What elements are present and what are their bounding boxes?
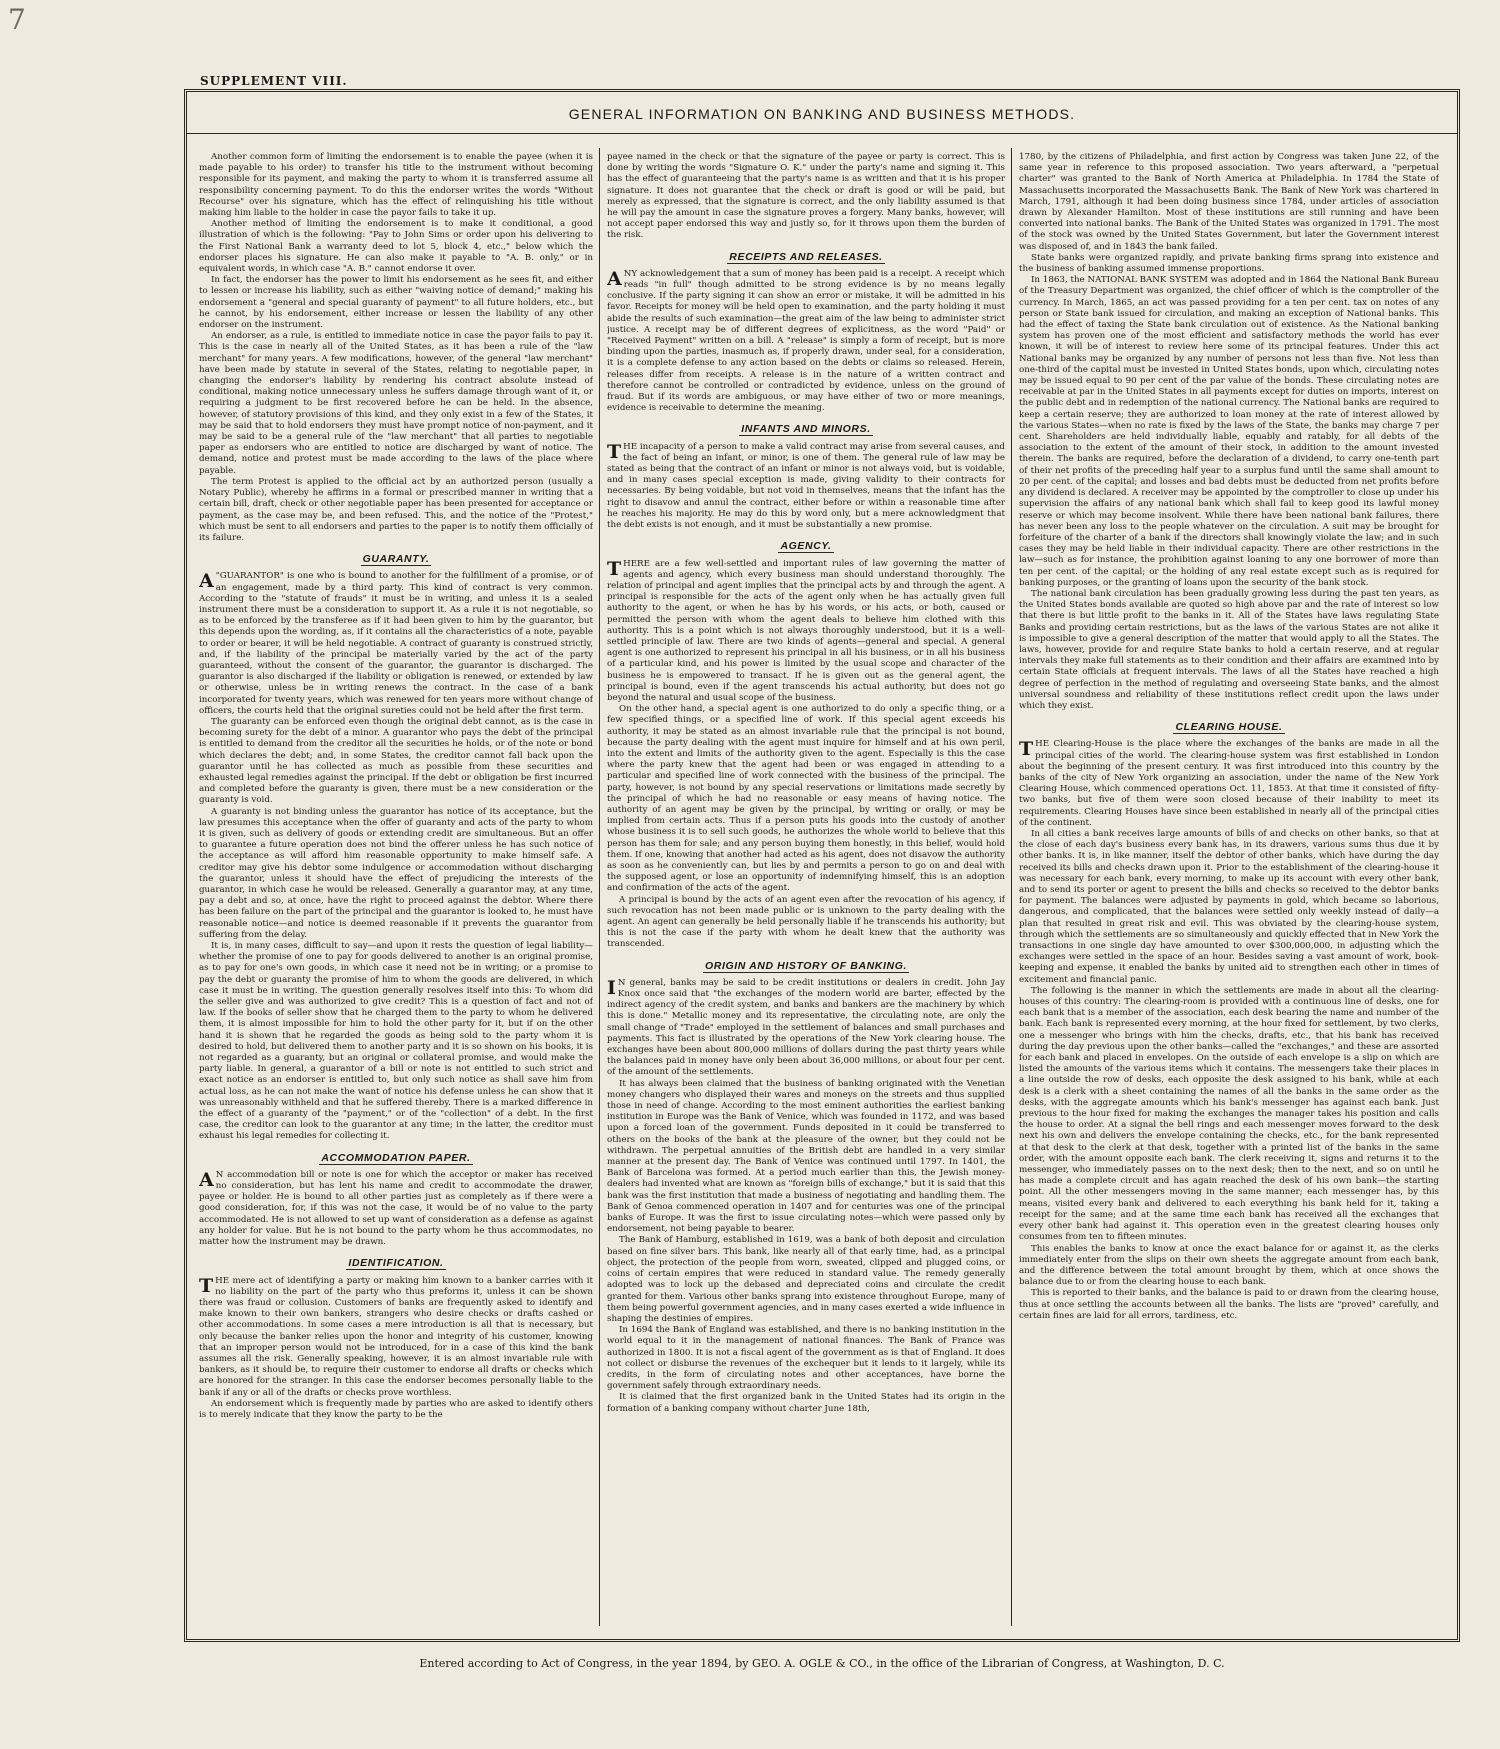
paragraph: In 1863, the NATIONAL BANK SYSTEM was adopted and in 1864 the National Bank Bureau of the Treasury Department was organized, the chief officer of which is the comptroller of the currency. In March, 1865, an act was passed providing for a ten per cent. tax on notes of any person or State bank issued for circulation, and making an exception of National banks. This had the effect of taxing the State bank circulation out of existence. As the National banking system has proven one of the most efficient and satisfactory methods the world has ever known, it will be of interest to review here some of its principal features. Under this act National banks may be organized by any number of persons not less than five. Not less than one-third of the capital must be invested in United States bonds, upon which, circulating notes may be issued equal to 90 per cent of the par value of the bonds. These circulating notes are receivable at par in the United States in all payments except for duties on imports, interest on the public debt and in redemption of the national currency. The National banks are required to keep a certain reserve; they are authorized to loan money at the rate of interest allowed by the various States—when no rate is fixed by the laws of the State, the banks may charge 7 per cent. Shareholders are held individually liable, equably and ratably, for all debts of the association to the extent of the amount of their stock, in addition to the amount invested therein. The banks are required, before the declaration of a dividend, to carry one-tenth part of their net profits of the preceding half year to a surplus fund until the same shall amount to 20 per cent. of the capital; and losses and bad debts must be deducted from net profits before any dividend is declared. A receiver may be appointed by the comptroller to close up under his supervision the affairs of any national bank which shall fail to keep good its lawful money reserve or which may become insolvent. While there have been national bank failures, there has never been any loss to the people whatever on the circulation. A suit may be brought for forfeiture of the charter of a bank if the directors shall knowingly violate the law; and in such cases they may be held liable in their individual capacity. There are other restrictions in the law—such as for instance, the prohibition against loaning to any one borrower of more than ten per cent. of the capital; or the holding of any real estate except such as is required for banking purposes, or the granting of loans upon the security of the bank stock.: [1019, 275, 1439, 588]
paragraph: Another common form of limiting the endorsement is to enable the payee (when it is made payable to his order) to transfer his title to the instrument without becoming responsible for its payment, and making the party to whom it is transferred assume all responsibility concerning payment. To do this the endorser writes the words "Without Recourse" over his signature, which has the effect of relinquishing his title without making him liable to the holder in case the payor fails to take it up.: [199, 152, 593, 219]
title-rule: [187, 133, 1457, 134]
section-heading-guaranty: [199, 554, 593, 565]
drop-cap: A: [199, 1168, 214, 1191]
paragraph: A guaranty is not binding unless the guarantor has notice of its acceptance, but the law presumes this acceptance when the offer of guaranty and acts of the party to whom it is given, such as delivery of goods or extending credit are simultaneous. But an offer to guarantee a future operation does not bind the offerer unless he has such notice of the acceptance as will afford him reasonable opportunity to make himself safe. A creditor may give his debtor some indulgence or accommodation without discharging the guarantor, unless it should have the effect of prejudicing the interests of the guarantor, in which case he would be released. Generally a guarantor may, at any time, pay a debt and so, at once, have the right to proceed against the debtor. Where there has been failure on the part of the principal and the guarantor is looked to, he must have reasonable notice—and notice is deemed reasonable if it prevents the guarantor from suffering from the delay.: [199, 806, 593, 940]
paragraph: An endorser, as a rule, is entitled to immediate notice in case the payor fails to pay it. This is the case in nearly all of the United States, as it has been a rule of the "law merchant" for many years. A few modifications, however, of the general "law merchant" have been made by statute in several of the States, relating to negotiable paper, in changing the endorser's liability by rendering his contract absolute instead of conditional, making notice unnecessary unless he suffers damage through want of it, or requiring a judgment to be first recovered before he can be held. In the absence, however, of statutory provisions of this kind, and they only exist in a few of the States, it may be said that to hold endorsers they must have prompt notice of non-payment, and it may be said to be a general rule of the "law merchant" that all parties to negotiable paper as endorsers who are entitled to notice are discharged by want of notice. The demand, notice and protest must be made according to the laws of the place where payable.: [199, 331, 593, 476]
drop-cap: T: [607, 440, 622, 463]
heading-text: ORIGIN AND HISTORY OF BANKING.: [705, 959, 907, 972]
paragraph: It has always been claimed that the business of banking originated with the Venetian money changers who displayed their wares and moneys on the streets and thus supplied those in need of change. According to the most eminent authorities the earliest banking institution in Europe was the Bank of Venice, which was founded in 1172, and was based upon a forced loan of the government. Funds deposited in it could be transferred to others on the books of the bank at the pleasure of the owner, but they could not be withdrawn. The perpetual annuities of the British debt are handled in a very similar manner at the present day. The Bank of Venice was continued until 1797. In 1401, the Bank of Barcelona was formed. At a period much earlier than this, the Jewish money-dealers had invented what are known as "foreign bills of exchange," but it is said that this bank was the first institution that made a business of negotiating and handling them. The Bank of Genoa commenced operation in 1407 and for centuries was one of the principal banks of Europe. It was the first to issue circulating notes—which were passed only by endorsement, not being payable to bearer.: [607, 1078, 1005, 1235]
section-heading-clearing: [1019, 722, 1439, 733]
heading-text: ACCOMMODATION PAPER.: [321, 1151, 471, 1164]
paragraph: Another method of limiting the endorsement is to make it conditional, a good illustration of which is the following: "Pay to John Sims or order upon his delivering to the First National Bank a warranty deed to lot 5, block 4, etc.," below which the endorser places his signature. He can also make it payable to "A. B. only," or in equivalent words, in which case "A. B." cannot endorse it over.: [199, 219, 593, 275]
section-heading-identification: [199, 1258, 593, 1269]
paragraph-text: NY acknowledgement that a sum of money has been paid is a receipt. A receipt which reads "in full" though admitted to be strong evidence is by no means legally conclusive. If the party signing it can show an error or mistake, it will be admitted in his favor. Receipts for money will be held open to examination, and the party holding it must abide the results of such examination—the great aim of the law being to administer strict justice. A receipt may be of different degrees of explicitness, as the word "Paid" or "Received Payment" written on a bill. A "release" is simply a form of receipt, but is more binding upon the parties, inasmuch as, if properly drawn, under seal, for a consideration, it is a complete defense to any action based on the debts or claims so released. Herein, releases differ from receipts. A release is in the nature of a written contract and therefore cannot be controlled or contradicted by evidence, unless on the ground of fraud. But if its words are ambiguous, or may have either of two or more meanings, evidence is receivable to determine the meaning.: [607, 268, 1005, 414]
heading-text: INFANTS AND MINORS.: [741, 423, 871, 436]
heading-text: AGENCY.: [780, 540, 832, 553]
section-heading-origin: [607, 961, 1005, 972]
paragraph: The following is the manner in which the settlements are made in about all the clearing-houses of this country: The clearing-room is provided with a continuous line of desks, one for each bank that is a member of the association, each desk bearing the name and number of the bank. Each bank is represented every morning, at the hour fixed for settlement, by two clerks, one a messenger who brings with him the checks, drafts, etc., that his bank has received during the day previous upon the other banks—called the "exchanges," and these are assorted for each bank and placed in envelopes. On the outside of each envelope is a slip on which are listed the amounts of the various items which it contains. The messengers take their places in a line outside the row of desks, each opposite the desk assigned to his bank, while at each desk is a clerk with a sheet containing the names of all the banks in the same order as the desks, with the aggregate amounts which his bank's messenger has against each bank. Just previous to the hour fixed for making the exchanges the manager takes his position and calls the house to order. At a signal the bell rings and each messenger moves forward to the desk next his own and delivers the envelope containing the checks, etc., for the bank represented at that desk to the clerk at that desk, together with a printed list of the banks in the same order, with the amount opposite each bank. The clerk receiving it, signs and returns it to the messenger, who immediately passes on to the next desk; then to the next, and so on until he has made a complete circuit and has again reached the desk of his own bank—the starting point. All the other messengers moving in the same manner; each messenger has, by this means, visited every bank and delivered to each everything his bank held for it, taking a receipt for the same; and at the same time each bank has received all the exchanges that every other bank had against it. This operation even in the greatest clearing houses only consumes from ten to fifteen minutes.: [1019, 985, 1439, 1243]
paragraph: [199, 571, 593, 717]
paragraph: State banks were organized rapidly, and private banking firms sprang into existence and the business of banking assumed immense proportions.: [1019, 252, 1439, 275]
paragraph: 1780, by the citizens of Philadelphia, and first action by Congress was taken June 22, of the same year in reference to this proposed association. Two years afterward, a "perpetual charter" was granted to the Bank of North America at Philadelphia. In 1784 the State of Massachusetts incorporated the Massachusetts Bank. The Bank of New York was chartered in March, 1791, although it had been doing business since 1784, under articles of association drawn by Alexander Hamilton. Most of these institutions are still running and have been converted into national banks. The Bank of the United States was organized in 1791. The most of the stock was owned by the United States Government, but later the Government interest was disposed of, and in 1843 the bank failed.: [1019, 152, 1439, 252]
paragraph: [607, 559, 1005, 705]
paragraph: [1019, 739, 1439, 829]
heading-text: GUARANTY.: [362, 553, 430, 566]
paragraph: In all cities a bank receives large amounts of bills of and checks on other banks, so that at the close of each day's business every bank has, in its drawers, various sums thus due it by other banks. It is, in like manner, itself the debtor of other banks, which have during the day received its bills and checks drawn upon it. Prior to the establishment of the clearing-house it was necessary for each bank, every morning, to make up its account with every other bank, and to send its porter or agent to present the bills and checks so received to the debtor banks for payment. The balances were adjusted by payments in gold, which became so laborious, dangerous, and complicated, that the balances were settled only weekly instead of daily—a plan that resulted in great risk and evil. This was obviated by the clearing-house system, through which the settlements are so simultaneously and quickly effected that in New York the transactions in one single day have amounted to over $300,000,000, in adjusting which the exchanges were settled in the space of an hour. Besides saving a vast amount of work, book-keeping and expense, it enabled the banks by united aid to strengthen each other in times of excitement and financial panic.: [1019, 828, 1439, 985]
section-heading-accommodation: [199, 1153, 593, 1164]
paragraph-text: HE mere act of identifying a party or making him known to a banker carries with it no liability on the part of the party who thus preforms it, unless it can be shown there was fraud or collusion. Customers of banks are frequently asked to identify and make known to their own bankers, strangers who desire checks or drafts cashed or other accommodations. In some cases a mere introduction is all that is necessary, but only because the banker relies upon the honor and integrity of his customer, knowing that an improper person would not be introduced, for in a case of this kind the bank assumes all the risk. Generally speaking, however, it is an almost invariable rule with bankers, as it should be, to require their customer to endorse all drafts or checks which are honored for the stranger. In this case the endorser becomes personally liable to the bank if any or all of the drafts or checks prove worthless.: [199, 1275, 593, 1398]
paragraph-text: HERE are a few well-settled and important rules of law governing the matter of agents and agency, which every business man should understand thoroughly. The relation of principal and agent implies that the principal acts by and through the agent. A principal is responsible for the acts of the agent only when he has actually given full authority to the agent, or when he has by his words, or his acts, or both, caused or permitted the person with whom the agent deals to believe him clothed with this authority. This is a point which is not always thoroughly understood, but it is a well-settled principle of law. There are two kinds of agents—general and special. A general agent is one authorized to represent his principal in all his business, or in all his business of a particular kind, and his power is limited by the usual scope and character of the business he is empowered to transact. If he is given out as the general agent, the principal is bound, even if the agent transcends his actual authority, but does not go beyond the natural and usual scope of the business.: [607, 558, 1005, 703]
drop-cap: A: [607, 267, 622, 290]
paragraph: An endorsement which is frequently made by parties who are asked to identify others is to merely indicate that they know the party to be the: [199, 1398, 593, 1420]
drop-cap: T: [199, 1274, 214, 1297]
paragraph: [607, 442, 1005, 532]
paragraph: [199, 1276, 593, 1399]
paragraph: It is, in many cases, difficult to say—and upon it rests the question of legal liability—whether the promise of one to pay for goods delivered to another is an original promise, as to pay for one's own goods, in which case it need not be in writing; or a promise to pay the debt or guaranty the promise of him to whom the goods are delivered, in which case it must be in writing. The question generally resolves itself into this: To whom did the seller give and was authorized to give credit? This is a question of fact and not of law. If the books of seller show that he charged them to the party to whom he delivered them, it is almost impossible for him to hold the other party for it, but if on the other hand it is shown that he regarded the goods as being sold to the party whom it is desired to hold, but delivered them to another party and it is so shown on his books, it is not regarded as a guaranty, but an original or collateral promise, and would make the party liable. In general, a guarantor of a bill or note is not entitled to such strict and exact notice as an endorser is entitled to, but only such notice as shall save him from actual loss, as he can not make the want of notice his defense unless he can show that it was unreasonably withheld and that he suffered thereby. There is a marked difference in the effect of a guaranty of the "payment," or of the "collection" of a debt. In the first case, the creditor can look to the guarantor at any time; in the latter, the creditor must exhaust his legal remedies for collecting it.: [199, 941, 593, 1142]
paragraph: In 1694 the Bank of England was established, and there is no banking institution in the world equal to it in the management of national finances. The Bank of France was authorized in 1800. It is not a fiscal agent of the government as is that of England. It does not collect or disburse the revenues of the exchequer but it lends to it largely, while its credits, in the form of circulating notes and other acceptances, have borne the government safely through extraordinary needs.: [607, 1325, 1005, 1392]
drop-cap: A: [199, 570, 214, 593]
corner-mark: 7: [8, 3, 26, 36]
heading-text: CLEARING HOUSE.: [1175, 721, 1283, 734]
paragraph: A principal is bound by the acts of an agent even after the revocation of his agency, if such revocation has not been made public or is unknown to the party dealing with the agent. An agent can generally be held personally liable if he transcends his authority; but this is not the case if the party with whom he dealt knew that the authority was transcended.: [607, 894, 1005, 950]
copyright-footer: Entered according to Act of Congress, in the year 1894, by GEO. A. OGLE & CO., in the office of the Librarian of Congress, at Washington, D. C.: [419, 1657, 1225, 1670]
paragraph: The guaranty can be enforced even though the original debt cannot, as is the case in becoming surety for the debt of a minor. A guarantor who pays the debt of the principal is entitled to demand from the creditor all the securities he holds, or of the note or bond which declares the debt; and, in some States, the creditor cannot fall back upon the guarantor until he has collected as much as possible from these securities and exhausted legal remedies against the principal. If the debt or obligation be first incurred and completed before the guaranty is given, there must be a new consideration or the guaranty is void.: [199, 716, 593, 806]
paragraph-text: N general, banks may be said to be credit institutions or dealers in credit. John Jay Knox once said that "the exchanges of the modern world are barter, effected by the indirect agency of the credit system, and banks and bankers are the machinery by which this is done." Metallic money and its representative, the circulating note, are only the small change of "Trade" employed in the settlement of balances and small purchases and payments. This fact is illustrated by the operations of the New York clearing house. The exchanges have been about 800,000 millions of dollars during the past thirty years while the balances paid in money have only been about 36,000 millions, or about four per cent. of the amount of the settlements.: [607, 977, 1005, 1078]
drop-cap: T: [1019, 738, 1034, 761]
section-heading-agency: [607, 541, 1005, 552]
heading-text: IDENTIFICATION.: [348, 1257, 444, 1270]
paragraph: It is claimed that the first organized bank in the United States had its origin in the formation of a banking company without charter June 18th,: [607, 1392, 1005, 1414]
column-divider: [599, 148, 600, 1626]
paragraph: This is reported to their banks, and the balance is paid to or drawn from the clearing house, thus at once settling the accounts between all the banks. The lists are "proved" carefully, and certain fines are laid for all errors, tardiness, etc.: [1019, 1288, 1439, 1321]
paragraph: The national bank circulation has been gradually growing less during the past ten years, as the United States bonds available are quoted so high above par and the rate of interest so low that there is but little profit to the banks in it. All of the States have laws regulating State Banks and providing certain restrictions, but as the laws of the various States are not alike it is impossible to give a general description of the matter that would apply to all the States. The laws, however, provide for and require State banks to hold a certain reserve, and at regular intervals they make full statements as to their condition and their affairs are examined into by certain State officials at frequent intervals. The laws of all the States have reached a high degree of perfection in the method of regulating and overseeing State banks, and the almost universal soundness and reliability of these institutions reflect credit upon the laws under which they exist.: [1019, 588, 1439, 711]
drop-cap: T: [607, 557, 622, 580]
paragraph: [199, 1170, 593, 1248]
page-title: GENERAL INFORMATION ON BANKING AND BUSINESS METHODS.: [568, 106, 1076, 122]
paragraph: [607, 269, 1005, 415]
paragraph: This enables the banks to know at once the exact balance for or against it, as the clerks immediately enter from the slips on their own sheets the aggregate amount from each bank, and the difference between the total amount brought by them, which at once shows the balance due to or from the clearing house to each bank.: [1019, 1243, 1439, 1288]
paragraph-text: "GUARANTOR" is one who is bound to another for the fulfillment of a promise, or of an engagement, made by a third party. This kind of contract is very common. According to the "statute of frauds" it must be in writing, and unless it is a sealed instrument there must be a consideration to support it. As a rule it is not negotiable, so as to be enforced by the transferee as if it had been given to him by the guarantor, but this depends upon the wording, as, if it contains all the characteristics of a note, payable to order or bearer, it will be held negotiable. A contract of guaranty is construed strictly, and, if the liability of the principal be materially varied by the act of the party guaranteed, without the consent of the guarantor, the guarantor is discharged. The guarantor is also discharged if the liability or obligation is renewed, or extended by law or otherwise, unless be in writing renews the contract. In the case of a bank incorporated for twenty years, which was renewed for ten years more without change of officers, the courts held that the original sureties could not be held after the first term.: [199, 571, 593, 716]
column-2: [607, 152, 1005, 1622]
paragraph: In fact, the endorser has the power to limit his endorsement as he sees fit, and either to lessen or increase his liability, such as either "waiving notice of demand;" making his endorsement a "general and special guaranty of payment" to all future holders, etc., but he cannot, by his endorsement, either increase or lessen the liability of any other endorser on the instrument.: [199, 275, 593, 331]
heading-text: RECEIPTS AND RELEASES.: [729, 250, 883, 263]
page-frame: [184, 89, 1460, 1642]
paragraph: [607, 978, 1005, 1079]
paragraph-text: N accommodation bill or note is one for which the acceptor or maker has received no consideration, but has lent his name and credit to accommodate the drawer, payee or holder. He is bound to all other parties just as completely as if there were a good consideration, for, if this was not the case, it would be of no value to the party accommodated. He is not allowed to set up want of consideration as a defense as against any holder for value. But he is not bound to the party whom he thus accommodates, no matter how the instrument may be drawn.: [199, 1169, 593, 1248]
section-heading-receipts: [607, 252, 1005, 263]
paragraph-text: HE incapacity of a person to make a valid contract may arise from several causes, and the fact of being an infant, or minor, is one of them. The general rule of law may be stated as being that the contract of an infant or minor is not always void, but is voidable, and in many cases special exception is made, giving validity to their contracts for necessaries. By being voidable, but not void in themselves, means that the infant has the right to disavow and annul the contract, either before or within a reasonable time after he reaches his majority. He may do this by word only, but a mere acknowledgment that the debt exists is not enough, and it must be substantially a new promise.: [607, 441, 1005, 531]
paragraph-text: HE Clearing-House is the place where the exchanges of the banks are made in all the principal cities of the world. The clearing-house system was first established in London about the beginning of the present century. It was first introduced into this country by the banks of the city of New York organizing an association, under the name of the New York Clearing House, which commenced operations Oct. 11, 1853. At that time it consisted of fifty-two banks, but five of them were soon closed because of their inability to meet its requirements. Clearing Houses have since been established in nearly all of the principal cities of the continent.: [1019, 739, 1439, 828]
supplement-label: SUPPLEMENT VIII.: [200, 74, 348, 88]
drop-cap: I: [607, 976, 616, 999]
column-divider: [1011, 148, 1012, 1626]
column-3: [1019, 152, 1439, 1622]
section-heading-infants: [607, 424, 1005, 435]
paragraph: The Bank of Hamburg, established in 1619, was a bank of both deposit and circulation based on fine silver bars. This bank, like nearly all of that early time, had, as a principal object, the protection of the people from worn, sweated, clipped and plugged coins, or coins of certain empires that were reduced in standard value. The remedy generally adopted was to lock up the debased and depreciated coins and circulate the credit granted for them. Various other banks sprang into existence throughout Europe, many of them being powerful government agencies, and in many cases exerted a wide influence in shaping the destinies of empires.: [607, 1235, 1005, 1324]
paragraph: payee named in the check or that the signature of the payee or party is correct. This is done by writing the words "Signature O. K." under the party's name and signing it. This has the effect of guaranteeing that the party's name is as written and that it is his proper signature. It does not guarantee that the check or draft is good or will be paid, but merely as expressed, that the signature is correct, and the only liability assumed is that he will pay the amount in case the signature proves a forgery. Many banks, however, will not accept paper endorsed this way and justly so, for it throws upon them the burden of the risk.: [607, 152, 1005, 241]
column-1: [199, 152, 593, 1622]
paragraph: The term Protest is applied to the official act by an authorized person (usually a Notary Public), whereby he affirms in a formal or prescribed manner in writing that a certain bill, draft, check or other negotiable paper has been presented for acceptance or payment, as the case may be, and been refused. This, and the notice of the "Protest," which must be sent to all endorsers and parties to the paper is to notify them officially of its failure.: [199, 476, 593, 543]
paragraph: On the other hand, a special agent is one authorized to do only a specific thing, or a few specified things, or a specified line of work. If this special agent exceeds his authority, it may be stated as an almost invariable rule that the principal is not bound, because the party dealing with the agent must inquire for himself and at his own peril, into the extent and limits of the authority given to the agent. Especially is this the case where the party knew that the agent had been or was engaged in attending to a particular and specified line of work connected with the business of the principal. The party, however, is not bound by any special reservations or limitations made secretly by the principal of which he had no reasonable or easy means of having notice. The authority of an agent may be given by the principal, by writing or orally, or may be implied from certain acts. Thus if a person puts his goods into the custody of another whose business it is to sell such goods, he authorizes the whole world to believe that this person has them for sale; and any person buying them honestly, in this belief, would hold them. If one, knowing that another had acted as his agent, does not disavow the authority as soon as he conveniently can, but lies by and permits a person to go on and deal with the supposed agent, or lose an opportunity of indemnifying himself, this is an adoption and confirmation of the acts of the agent.: [607, 704, 1005, 894]
